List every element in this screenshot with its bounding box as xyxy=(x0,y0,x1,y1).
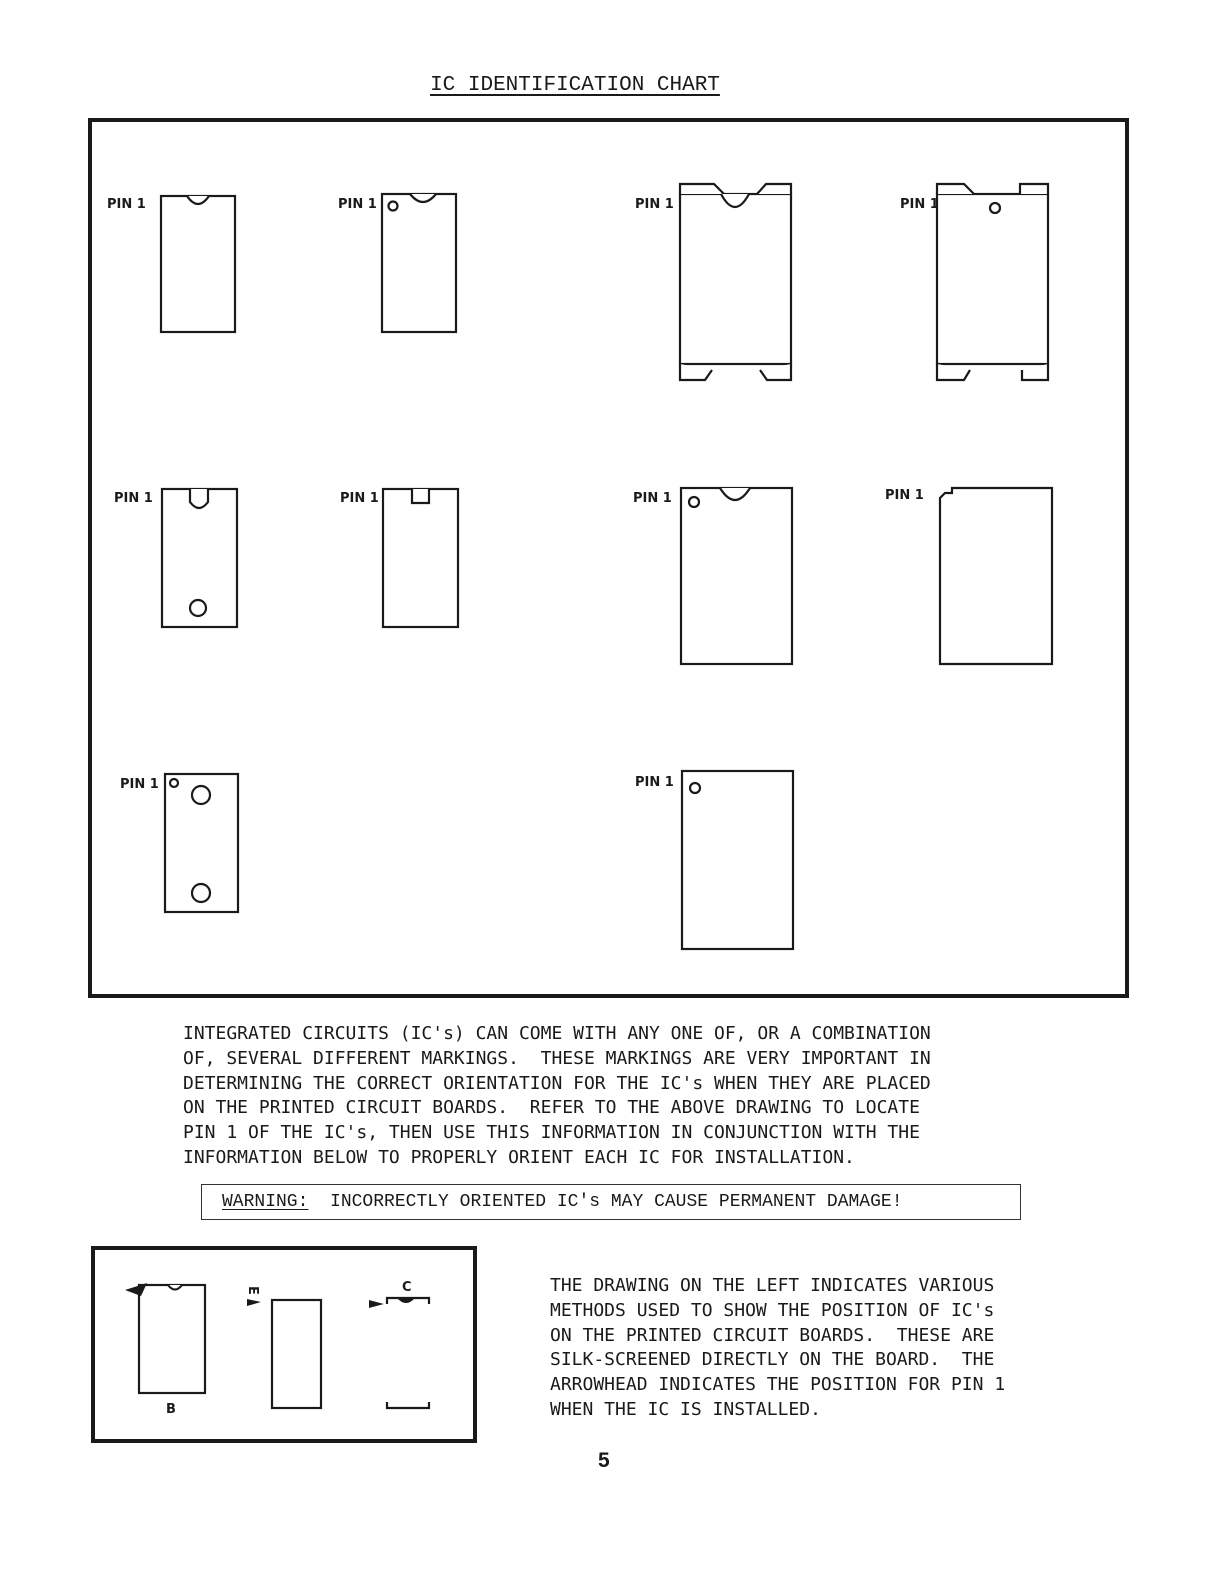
ic-outline xyxy=(139,1285,205,1393)
pin1-label: PIN 1 xyxy=(633,491,672,506)
methods-description xyxy=(550,1274,1090,1423)
dot-mark xyxy=(690,783,700,793)
square-notch-mark xyxy=(412,489,429,503)
method-e xyxy=(245,1286,321,1408)
ic-body xyxy=(680,194,791,364)
pin1-label: PIN 1 xyxy=(635,775,674,790)
tab-mark xyxy=(937,184,974,194)
tab-mark xyxy=(757,184,791,194)
ic-large-chamfer xyxy=(885,488,1052,664)
pin1-label: PIN 1 xyxy=(120,777,159,792)
methods-line: WHEN THE IC IS INSTALLED. xyxy=(550,1398,821,1420)
circle-mark xyxy=(192,786,210,804)
tab-mark xyxy=(680,184,724,194)
ic-identification-chart xyxy=(88,118,1129,998)
ic-body xyxy=(937,194,1048,364)
method-c xyxy=(369,1280,429,1408)
tab-mark xyxy=(1022,364,1048,380)
pin1-label: PIN 1 xyxy=(635,197,674,212)
instructions-paragraph xyxy=(183,1022,1053,1171)
pin1-label: PIN 1 xyxy=(107,197,146,212)
methods-line: ON THE PRINTED CIRCUIT BOARDS. THESE ARE xyxy=(550,1324,995,1346)
page-title: IC IDENTIFICATION CHART xyxy=(430,74,720,97)
dot-mark xyxy=(389,202,398,211)
tab-mark xyxy=(760,364,791,380)
tab-mark xyxy=(937,364,970,380)
paragraph-line: OF, SEVERAL DIFFERENT MARKINGS. THESE MARKINGS ARE VERY IMPORTANT IN xyxy=(183,1047,931,1069)
ic-square-notch xyxy=(340,489,458,627)
methods-line: SILK-SCREENED DIRECTLY ON THE BOARD. THE xyxy=(550,1349,995,1371)
ic-large-notch-dot xyxy=(633,488,792,664)
ic-notch-dot xyxy=(338,194,456,332)
warning-text: INCORRECTLY ORIENTED IC's MAY CAUSE PERMANENT DAMAGE! xyxy=(308,1192,903,1212)
pin1-label: PIN 1 xyxy=(338,197,377,212)
paragraph-line: INTEGRATED CIRCUITS (IC's) CAN COME WITH ANY ONE OF, OR A COMBINATION xyxy=(183,1023,931,1044)
dot-mark xyxy=(170,779,178,787)
methods-svg xyxy=(95,1250,473,1439)
paragraph-line: DETERMINING THE CORRECT ORIENTATION FOR THE IC's WHEN THEY ARE PLACED xyxy=(183,1072,931,1094)
pin1-label: PIN 1 xyxy=(885,488,924,503)
method-label-e: E xyxy=(245,1286,260,1295)
method-label-c: C xyxy=(402,1280,412,1295)
tab-mark xyxy=(1020,184,1048,194)
page-number: 5 xyxy=(598,1449,610,1472)
ic-body xyxy=(383,489,458,627)
ic-body xyxy=(681,488,792,664)
warning-label: WARNING: xyxy=(222,1192,309,1212)
method-label-b: B xyxy=(166,1402,176,1417)
ic-body xyxy=(682,771,793,949)
pin1-label: PIN 1 xyxy=(114,491,153,506)
pin1-label: PIN 1 xyxy=(340,491,379,506)
ic-body xyxy=(940,488,1052,664)
methods-line: THE DRAWING ON THE LEFT INDICATES VARIOUS xyxy=(550,1275,995,1296)
silkscreen-methods-diagram xyxy=(91,1246,477,1443)
ic-large-tabs-notch xyxy=(635,184,791,380)
ic-body xyxy=(161,196,235,332)
tab-mark xyxy=(680,364,712,380)
corner-mark xyxy=(387,1402,429,1408)
paragraph-line: INFORMATION BELOW TO PROPERLY ORIENT EACH IC FOR INSTALLATION. xyxy=(183,1146,855,1168)
methods-line: METHODS USED TO SHOW THE POSITION OF IC's xyxy=(550,1299,995,1321)
pin1-label: PIN 1 xyxy=(900,197,939,212)
methods-line: ARROWHEAD INDICATES THE POSITION FOR PIN 1 xyxy=(550,1374,1006,1396)
arrowhead-icon xyxy=(247,1299,261,1306)
u-notch-mark xyxy=(190,489,208,508)
ic-dot-two-circles xyxy=(120,774,238,912)
circle-mark xyxy=(192,884,210,902)
paragraph-line: PIN 1 OF THE IC's, THEN USE THIS INFORMATION IN CONJUNCTION WITH THE xyxy=(183,1122,920,1144)
ic-large-dot xyxy=(635,771,793,949)
ic-outline xyxy=(272,1300,321,1408)
ic-u-notch-circle xyxy=(114,489,237,627)
dot-mark xyxy=(990,203,1000,213)
dot-mark xyxy=(689,497,699,507)
ic-notch xyxy=(107,196,235,332)
paragraph-line: ON THE PRINTED CIRCUIT BOARDS. REFER TO THE ABOVE DRAWING TO LOCATE xyxy=(183,1097,920,1119)
circle-mark xyxy=(190,600,206,616)
warning-box xyxy=(201,1184,1021,1220)
method-b xyxy=(125,1283,205,1417)
ic-large-tabs-dot xyxy=(900,184,1048,380)
ic-diagram xyxy=(92,122,1125,994)
arrowhead-icon xyxy=(369,1300,384,1308)
ic-body xyxy=(382,194,456,332)
